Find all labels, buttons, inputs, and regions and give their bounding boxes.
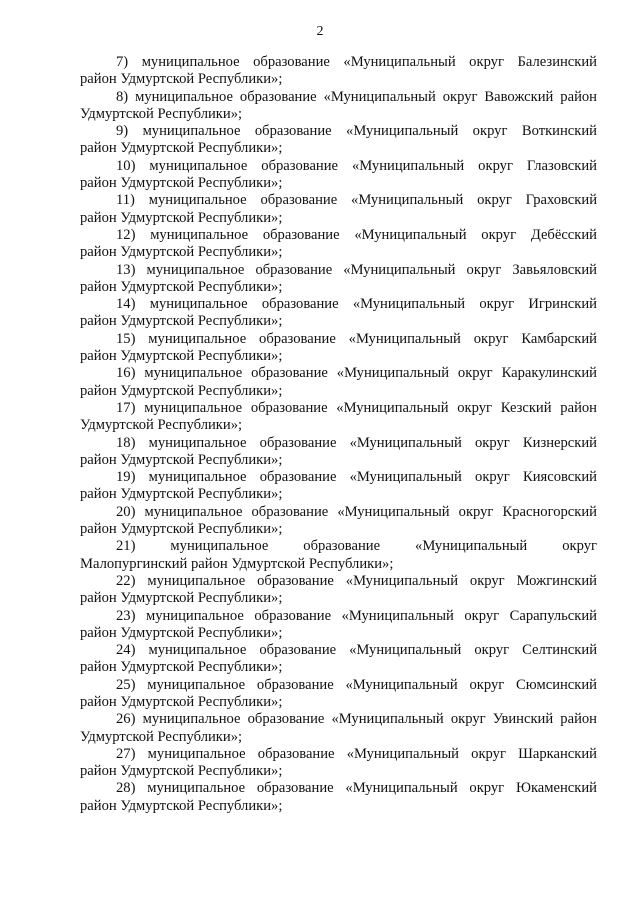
list-item-line-1: 9) муниципальное образование «Муниципальный округ Воткинский: [116, 123, 597, 140]
list-item-line-2: район Удмуртской Республики»;: [80, 797, 283, 814]
list-item-line-2: Малопургинский район Удмуртской Республики»;: [80, 555, 394, 572]
list-item-line-1: 13) муниципальное образование «Муниципальный округ Завьяловский: [116, 261, 597, 278]
list-item: [80, 400, 597, 435]
list-item-line-1: 19) муниципальное образование «Муниципальный округ Киясовский: [116, 469, 597, 486]
list-item-line-1: 21) муниципальное образование «Муниципальный округ: [116, 538, 597, 555]
list-item: [80, 123, 597, 158]
page-number: 2: [316, 24, 324, 39]
list-item: [80, 158, 597, 193]
list-item: [80, 262, 597, 297]
list-item: [80, 780, 597, 815]
list-item-line-1: 28) муниципальное образование «Муниципальный округ Юкаменский: [116, 780, 597, 797]
list-item: [80, 435, 597, 470]
list-item-line-2: район Удмуртской Республики»;: [80, 693, 283, 710]
list-item: [80, 642, 597, 677]
list-item-line-1: 10) муниципальное образование «Муниципальный округ Глазовский: [116, 157, 597, 174]
list-item-line-2: район Удмуртской Республики»;: [80, 140, 283, 157]
list-item-line-2: район Удмуртской Республики»;: [80, 209, 283, 226]
list-item: [80, 746, 597, 781]
list-item-line-1: 24) муниципальное образование «Муниципальный округ Селтинский: [116, 642, 597, 659]
list-item-line-2: район Удмуртской Республики»;: [80, 521, 283, 538]
list-item-line-1: 17) муниципальное образование «Муниципальный округ Кезский район: [116, 399, 597, 416]
list-item: [80, 331, 597, 366]
list-item-line-2: район Удмуртской Республики»;: [80, 71, 283, 88]
list-item: [80, 711, 597, 746]
list-item: [80, 573, 597, 608]
list-item: [80, 192, 597, 227]
list-item-line-1: 16) муниципальное образование «Муниципальный округ Каракулинский: [116, 365, 597, 382]
list-item: [80, 608, 597, 643]
list-item-line-2: район Удмуртской Республики»;: [80, 451, 283, 468]
list-item-line-2: Удмуртской Республики»;: [80, 105, 243, 122]
list-item: [80, 54, 597, 89]
list-item: [80, 538, 597, 573]
list-item-line-1: 20) муниципальное образование «Муниципальный округ Красногорский: [116, 503, 597, 520]
list-item-line-2: район Удмуртской Республики»;: [80, 624, 283, 641]
list-item-line-2: район Удмуртской Республики»;: [80, 486, 283, 503]
list-item: [80, 296, 597, 331]
list-item-line-1: 8) муниципальное образование «Муниципальный округ Вавожский район: [116, 88, 597, 105]
list-item: [80, 677, 597, 712]
list-item-line-1: 18) муниципальное образование «Муниципальный округ Кизнерский: [116, 434, 597, 451]
list-item-line-2: район Удмуртской Республики»;: [80, 175, 283, 192]
list-item-line-2: район Удмуртской Республики»;: [80, 659, 283, 676]
list-item-line-1: 25) муниципальное образование «Муниципальный округ Сюмсинский: [116, 676, 597, 693]
list-item: [80, 89, 597, 124]
list-item-line-2: район Удмуртской Республики»;: [80, 382, 283, 399]
list-item: [80, 365, 597, 400]
list-item-line-2: район Удмуртской Республики»;: [80, 244, 283, 261]
list-item: [80, 227, 597, 262]
list-item-line-1: 12) муниципальное образование «Муниципальный округ Дебёсский: [116, 226, 597, 243]
list-item-line-2: район Удмуртской Республики»;: [80, 763, 283, 780]
list-item-line-1: 7) муниципальное образование «Муниципальный округ Балезинский: [116, 54, 597, 70]
list-item: [80, 504, 597, 539]
list-item-line-2: район Удмуртской Республики»;: [80, 278, 283, 295]
list-item-line-1: 23) муниципальное образование «Муниципальный округ Сарапульский: [116, 607, 597, 624]
list-item-line-1: 26) муниципальное образование «Муниципальный округ Увинский район: [116, 711, 597, 728]
document-body: [80, 54, 597, 815]
list-item-line-1: 27) муниципальное образование «Муниципальный округ Шарканский: [116, 745, 597, 762]
list-item-line-2: Удмуртской Республики»;: [80, 728, 243, 745]
list-item-line-1: 15) муниципальное образование «Муниципальный округ Камбарский: [116, 330, 597, 347]
list-item-line-1: 11) муниципальное образование «Муниципальный округ Граховский: [116, 192, 597, 209]
list-item: [80, 469, 597, 504]
list-item-line-2: район Удмуртской Республики»;: [80, 313, 283, 330]
list-item-line-2: район Удмуртской Республики»;: [80, 348, 283, 365]
list-item-line-2: район Удмуртской Республики»;: [80, 590, 283, 607]
list-item-line-1: 14) муниципальное образование «Муниципальный округ Игринский: [116, 296, 597, 313]
list-item-line-1: 22) муниципальное образование «Муниципальный округ Можгинский: [116, 572, 597, 589]
list-item-line-2: Удмуртской Республики»;: [80, 417, 243, 434]
